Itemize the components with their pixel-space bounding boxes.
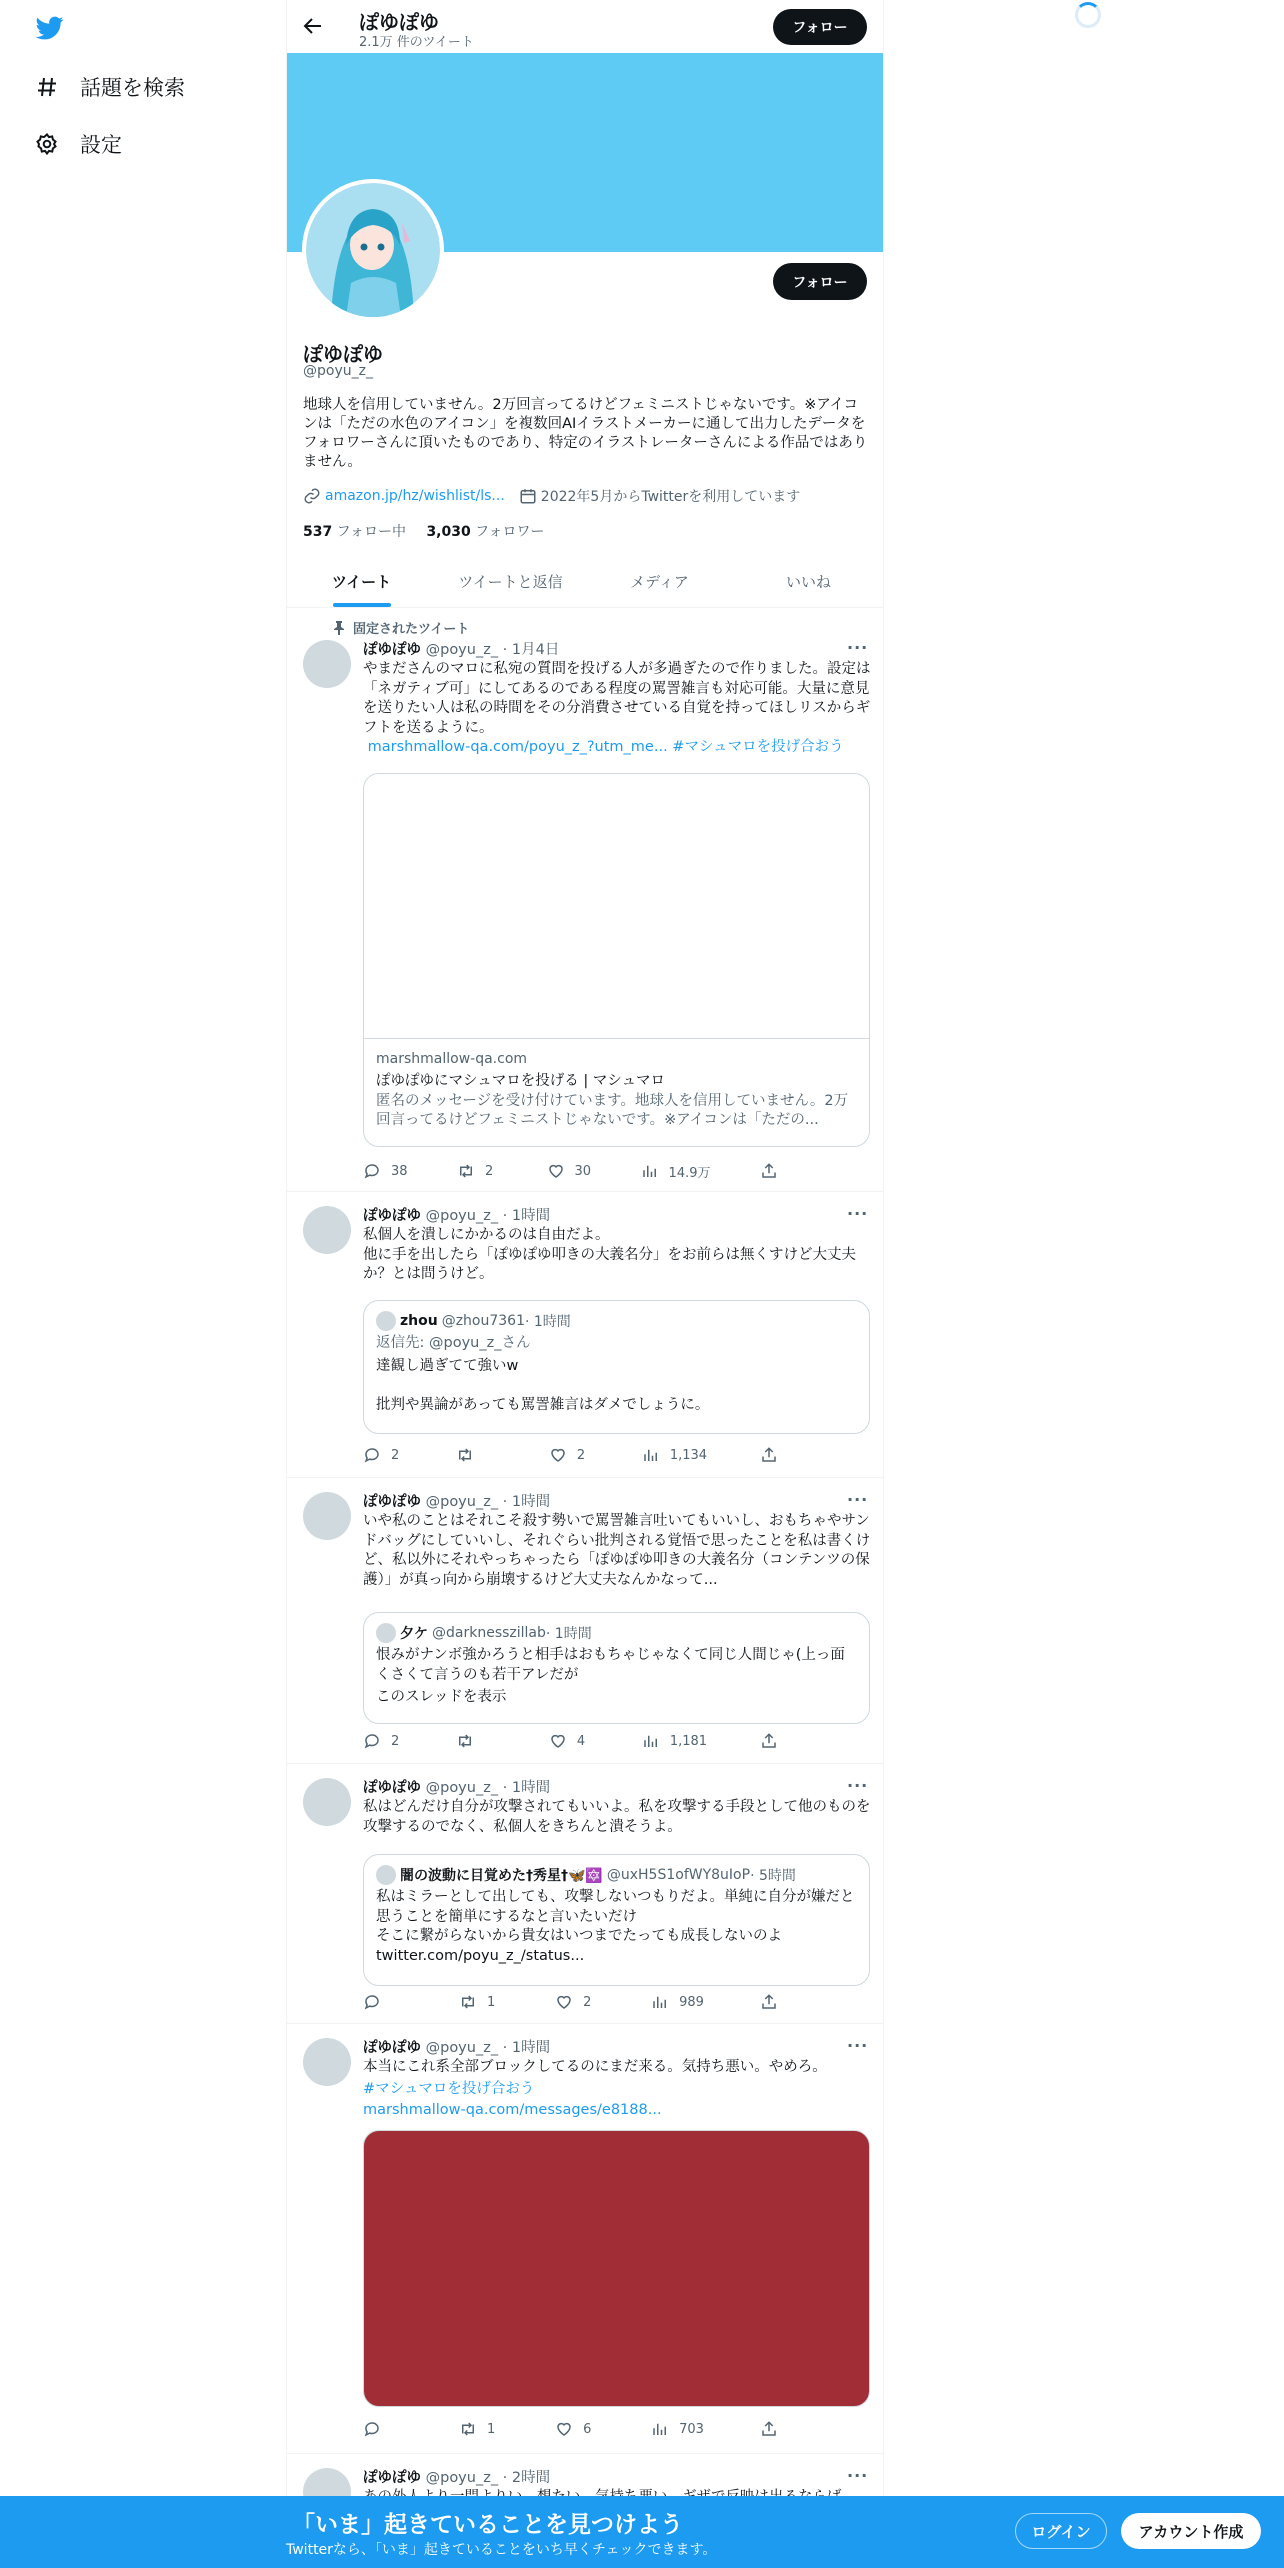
retweet-button[interactable] xyxy=(456,1731,496,1751)
quoted-tweet[interactable] xyxy=(363,1612,870,1724)
share-icon xyxy=(760,1446,778,1464)
tweet-text: 私個人を潰しにかかるのは自由だよ。 他に手を出したら「ぽゆぽゆ叩きの大義名分」をお前らは無くすけど大丈夫か？とは問うけど。 xyxy=(363,1227,856,1282)
reply-button[interactable] xyxy=(363,1731,403,1751)
tweet-text: 本当にこれ系全部ブロックしてるのにまだ来る。気持ち悪い。やめろ。 xyxy=(363,2059,827,2075)
tweet-time[interactable]: · 1時間 xyxy=(498,1780,551,1796)
share-icon xyxy=(760,1993,778,2011)
tweet-actions xyxy=(363,1445,788,1465)
tweet-header xyxy=(363,1776,871,1796)
heart-icon xyxy=(549,1732,567,1750)
tweet-avatar[interactable] xyxy=(303,1206,351,1254)
tweet-body xyxy=(363,1204,871,1285)
tweet-time[interactable]: · 1時間 xyxy=(498,1208,551,1224)
quoted-avatar xyxy=(376,1311,396,1331)
views-button[interactable] xyxy=(642,1731,707,1751)
tweet-body xyxy=(363,1776,871,1837)
signup-banner-subtitle: Twitterなら、「いま」起きていることをいち早くチェックできます。 xyxy=(286,2542,717,2558)
more-options-icon[interactable]: ··· xyxy=(847,1204,869,1223)
tweet-item[interactable] xyxy=(287,2024,883,2454)
following-link[interactable] xyxy=(303,524,406,540)
like-count: 2 xyxy=(583,1994,592,2010)
tweet-author-name[interactable]: ぽゆぽゆ xyxy=(363,1494,421,1510)
header-follow-button[interactable]: フォロー xyxy=(773,9,867,45)
retweet-icon xyxy=(457,1162,475,1180)
quoted-author-name: 夕ケ xyxy=(400,1626,428,1642)
more-options-icon[interactable]: ··· xyxy=(847,2466,869,2485)
tweet-avatar[interactable] xyxy=(303,1778,351,1826)
more-options-icon[interactable]: ··· xyxy=(847,638,869,657)
retweet-button[interactable] xyxy=(459,2419,499,2439)
quoted-tweet-header xyxy=(376,1623,857,1643)
tweet-author-handle[interactable]: @poyu_z_ xyxy=(425,1208,499,1224)
nav-settings-label: 設定 xyxy=(80,133,122,157)
quoted-text: 達観し過ぎてて強いw 批判や異論があっても罵詈雑言はダメでしょうに。 xyxy=(376,1357,710,1413)
tweet-author-name[interactable]: ぽゆぽゆ xyxy=(363,2040,421,2056)
analytics-icon xyxy=(642,1446,660,1464)
back-arrow-icon[interactable] xyxy=(301,14,325,38)
profile-follow-button[interactable]: フォロー xyxy=(773,263,867,300)
login-button[interactable]: ログイン xyxy=(1015,2513,1107,2549)
profile-bio: 地球人を信用していません。2万回言ってるけどフェミニストじゃないです。※アイコンは「ただの水色のアイコン」を複数回AIイラストメーカーに通して出力したデータをフォロワーさんに頂いたものであり、特定のイラストレーターさんによる作品ではありません。 xyxy=(303,397,868,470)
twitter-logo-icon[interactable] xyxy=(34,14,66,42)
tweet-hashtag[interactable]: #マシュマロを投げ合おう xyxy=(363,2080,535,2097)
retweet-icon xyxy=(459,1993,477,2011)
nav-explore[interactable] xyxy=(34,67,185,107)
pinned-indicator xyxy=(333,618,469,637)
heart-icon xyxy=(547,1162,565,1180)
views-button[interactable] xyxy=(642,1445,707,1465)
quoted-time: · 1時間 xyxy=(525,1314,571,1330)
quoted-author-handle: @zhou7361 xyxy=(441,1313,525,1329)
quoted-text: 私はミラーとして出しても、攻撃しないつもりだよ。単純に自分が嫌だと思うことを簡単にするなと言いたいだけ そこに繋がらないから貴女はいつまでたっても成長しないのよ twitter.com/poyu_z_/status... xyxy=(376,1889,855,1964)
more-options-icon[interactable]: ··· xyxy=(847,1490,869,1509)
quoted-time: · 1時間 xyxy=(545,1626,592,1642)
reply-icon xyxy=(363,1732,381,1750)
retweet-button[interactable] xyxy=(459,1992,499,2012)
heart-icon xyxy=(549,1446,567,1464)
quoted-avatar xyxy=(376,1623,396,1643)
tweet-author-handle[interactable]: @poyu_z_ xyxy=(425,1494,499,1510)
tweet-actions xyxy=(363,1731,788,1751)
tweet-media-image[interactable] xyxy=(363,2130,870,2407)
tweet-header xyxy=(363,2036,871,2056)
share-icon xyxy=(760,1732,778,1750)
link-card-image xyxy=(364,774,869,1039)
tweet-author-name[interactable]: ぽゆぽゆ xyxy=(363,2470,421,2486)
views-button[interactable] xyxy=(641,1161,711,1181)
tweet-author-handle[interactable]: @poyu_z_ xyxy=(425,2040,499,2056)
views-button[interactable] xyxy=(651,2419,704,2439)
share-button[interactable] xyxy=(760,2419,788,2439)
pinned-label: 固定されたツイート xyxy=(353,622,470,637)
following-count: 537 xyxy=(303,524,333,540)
profile-tabs xyxy=(287,555,883,608)
retweet-button[interactable] xyxy=(457,1161,497,1181)
reply-button[interactable] xyxy=(363,1161,408,1181)
header-tweet-count: 2.1万 件のツイート xyxy=(359,35,474,50)
share-icon xyxy=(760,2420,778,2438)
tweet-body xyxy=(363,2036,871,2121)
share-button[interactable] xyxy=(760,1992,788,2012)
quoted-author-name: 闇の波動に目覚めた†秀星†🦋🔯 xyxy=(400,1868,603,1884)
like-button[interactable] xyxy=(549,1731,589,1751)
quoted-avatar xyxy=(376,1865,396,1885)
analytics-icon xyxy=(651,1993,669,2011)
quoted-text: 恨みがナンボ強かろうと相手はおもちゃじゃなくて同じ人間じゃ(上っ面くさくて言うのも若干アレだが xyxy=(376,1647,845,1683)
tweet-item[interactable] xyxy=(287,1192,883,1478)
retweet-button[interactable] xyxy=(456,1445,496,1465)
tweet-author-name[interactable]: ぽゆぽゆ xyxy=(363,1780,421,1796)
tweet-author-handle[interactable]: @poyu_z_ xyxy=(425,2470,499,2486)
tweet-body xyxy=(363,1490,871,1590)
quoted-author-handle: @darknesszillab xyxy=(432,1625,546,1641)
share-button[interactable] xyxy=(760,1161,788,1181)
quoted-tweet[interactable] xyxy=(363,1854,870,1986)
signup-button[interactable]: アカウント作成 xyxy=(1121,2513,1261,2549)
profile-stats xyxy=(303,521,544,541)
tweet-item[interactable] xyxy=(287,1764,883,2024)
tab-media[interactable]: メディア xyxy=(630,572,689,591)
tab-tweets-and-replies[interactable]: ツイートと返信 xyxy=(458,572,563,591)
share-button[interactable] xyxy=(760,1731,788,1751)
gear-icon xyxy=(34,131,60,157)
tweet-text-content: やまださんのマロに私宛の質問を投げる人が多過ぎたので作りました。設定は「ネガティブ可」にしてあるのである程度の罵詈雑言も対応可能。大量に意見を送りたい人は私の時間をその分消費させている自覚を持ってほしリスからギフトを送るように。 xyxy=(363,661,871,736)
tweet-avatar[interactable] xyxy=(303,640,351,688)
link-icon xyxy=(303,487,321,505)
reply-icon xyxy=(363,1993,381,2011)
profile-joined: 2022年5月からTwitterを利用しています xyxy=(540,489,801,505)
tweet-item[interactable] xyxy=(287,1478,883,1764)
view-count: 1,181 xyxy=(669,1733,708,1749)
tweet-text: 私はどんだけ自分が攻撃されてもいいよ。私を攻撃する手段として他のものを攻撃するのでなく、私個人をきちんと潰そうよ。 xyxy=(363,1799,871,1835)
profile-link[interactable]: amazon.jp/hz/wishlist/ls... xyxy=(325,488,505,504)
nav-settings[interactable] xyxy=(34,124,122,164)
tweet-link[interactable]: marshmallow-qa.com/messages/e8188... xyxy=(363,2102,662,2118)
tweet-header xyxy=(363,2466,871,2486)
signup-banner xyxy=(0,2496,1284,2568)
tweet-actions xyxy=(363,1161,788,1181)
views-button[interactable] xyxy=(651,1992,704,2012)
reply-button[interactable] xyxy=(363,1992,403,2012)
retweet-count: 1 xyxy=(487,1994,496,2010)
reply-count: 2 xyxy=(391,1447,400,1463)
more-options-icon[interactable]: ··· xyxy=(847,2036,869,2055)
reply-count: 2 xyxy=(391,1733,400,1749)
quoted-author-name: zhou xyxy=(400,1313,438,1329)
tweet-actions xyxy=(363,2419,788,2439)
link-card-domain: marshmallow-qa.com xyxy=(376,1051,528,1067)
tweet-author-name[interactable]: ぽゆぽゆ xyxy=(363,1208,421,1224)
header-name: ぽゆぽゆ xyxy=(359,10,439,34)
analytics-icon xyxy=(642,1732,660,1750)
link-card-description: 匿名のメッセージを受け付けています。地球人を信用していません。2万回言ってるけどフェミニストじゃないです。※アイコンは「ただの... xyxy=(376,1093,849,1128)
profile-handle: @poyu_z_ xyxy=(303,363,373,379)
following-label: フォロー中 xyxy=(332,524,406,540)
view-count: 703 xyxy=(679,2421,704,2437)
main-column xyxy=(286,0,884,2568)
like-count: 6 xyxy=(583,2421,592,2437)
heart-icon xyxy=(555,2420,573,2438)
tweet-time[interactable]: · 1時間 xyxy=(498,1494,551,1510)
quoted-time: · 5時間 xyxy=(750,1868,796,1884)
tweet-body xyxy=(363,638,871,758)
profile-meta xyxy=(303,486,800,506)
view-count: 989 xyxy=(679,1994,704,2010)
more-options-icon[interactable]: ··· xyxy=(847,1776,869,1795)
like-button[interactable] xyxy=(547,1161,592,1181)
like-button[interactable] xyxy=(555,1992,595,2012)
nav-explore-label: 話題を検索 xyxy=(80,76,185,100)
hashtag-icon xyxy=(34,74,60,100)
retweet-count: 2 xyxy=(485,1163,494,1179)
quoted-tweet[interactable] xyxy=(363,1300,870,1434)
view-count: 1,134 xyxy=(669,1447,708,1463)
share-button[interactable] xyxy=(760,1445,788,1465)
tweet-text: いや私のことはそれこそ殺す勢いで罵詈雑言吐いてもいいし、おもちゃやサンドバッグにしていいし、それぐらい批判される覚悟で思ったことを私は書くけど、私以外にそれやっちゃったら「ぽゆぽゆ叩きの大義名分（コンテンツの保護）」が真っ向から崩壊するけど大丈夫なんかなって... xyxy=(363,1513,871,1588)
tweet-hashtag[interactable]: #マシュマロを投げ合おう xyxy=(672,739,844,755)
tweet-header xyxy=(363,1204,871,1224)
tweet-avatar[interactable] xyxy=(303,2038,351,2086)
tweet-item[interactable] xyxy=(287,608,883,1192)
like-count: 4 xyxy=(576,1733,586,1749)
analytics-icon xyxy=(651,2420,669,2438)
profile-avatar[interactable] xyxy=(302,179,444,321)
retweet-icon xyxy=(456,1732,474,1750)
followers-label: フォロワー xyxy=(470,524,545,540)
quoted-tweet-header xyxy=(376,1865,857,1885)
tweet-time[interactable]: · 1時間 xyxy=(498,2040,551,2056)
tweet-time[interactable]: · 1月4日 xyxy=(498,642,560,658)
reply-icon xyxy=(363,1162,381,1180)
profile-name: ぽゆぽゆ xyxy=(303,342,383,366)
followers-link[interactable] xyxy=(426,524,544,540)
reply-button[interactable] xyxy=(363,2419,403,2439)
show-thread-link[interactable]: このスレッドを表示 xyxy=(376,1689,507,1705)
analytics-icon xyxy=(641,1162,659,1180)
like-button[interactable] xyxy=(549,1445,589,1465)
retweet-icon xyxy=(459,2420,477,2438)
tweet-author-handle[interactable]: @poyu_z_ xyxy=(425,1780,499,1796)
like-count: 2 xyxy=(576,1447,586,1463)
reply-icon xyxy=(363,1446,381,1464)
link-card[interactable] xyxy=(363,773,870,1147)
share-icon xyxy=(760,1162,778,1180)
like-count: 30 xyxy=(574,1163,592,1179)
reply-count: 38 xyxy=(391,1163,408,1179)
loading-spinner-icon xyxy=(1075,2,1101,28)
tweet-header xyxy=(363,638,871,658)
quoted-tweet-header xyxy=(376,1311,857,1331)
tweet-author-name[interactable]: ぽゆぽゆ xyxy=(363,642,421,658)
heart-icon xyxy=(555,1993,573,2011)
retweet-icon xyxy=(456,1446,474,1464)
link-card-title: ぽゆぽゆにマシュマロを投げる | マシュマロ xyxy=(376,1073,666,1089)
pin-icon xyxy=(333,621,345,635)
avatar-illustration-icon xyxy=(306,183,440,317)
reply-icon xyxy=(363,2420,381,2438)
tweet-time[interactable]: · 2時間 xyxy=(498,2470,551,2486)
like-button[interactable] xyxy=(555,2419,595,2439)
tweet-author-handle[interactable]: @poyu_z_ xyxy=(425,642,499,658)
tweet-text xyxy=(363,660,871,758)
quoted-reply-to: 返信先: @poyu_z_さん xyxy=(376,1335,531,1351)
signup-banner-title: 「いま」起きていることを見つけよう xyxy=(292,2512,683,2538)
followers-count: 3,030 xyxy=(426,524,471,540)
tweet-header xyxy=(363,1490,871,1510)
tab-tweets[interactable]: ツイート xyxy=(287,555,436,607)
profile-header-bar xyxy=(287,0,883,53)
view-count: 14.9万 xyxy=(668,1165,711,1181)
tweet-avatar[interactable] xyxy=(303,1492,351,1540)
quoted-author-handle: @uxH5S1ofWY8uIoP xyxy=(606,1867,751,1883)
retweet-count: 1 xyxy=(487,2421,496,2437)
calendar-icon xyxy=(519,487,537,505)
tweet-actions xyxy=(363,1992,788,2012)
reply-button[interactable] xyxy=(363,1445,403,1465)
tab-likes[interactable]: いいね xyxy=(785,572,831,591)
tweet-link[interactable]: marshmallow-qa.com/poyu_z_?utm_me... xyxy=(367,739,668,755)
